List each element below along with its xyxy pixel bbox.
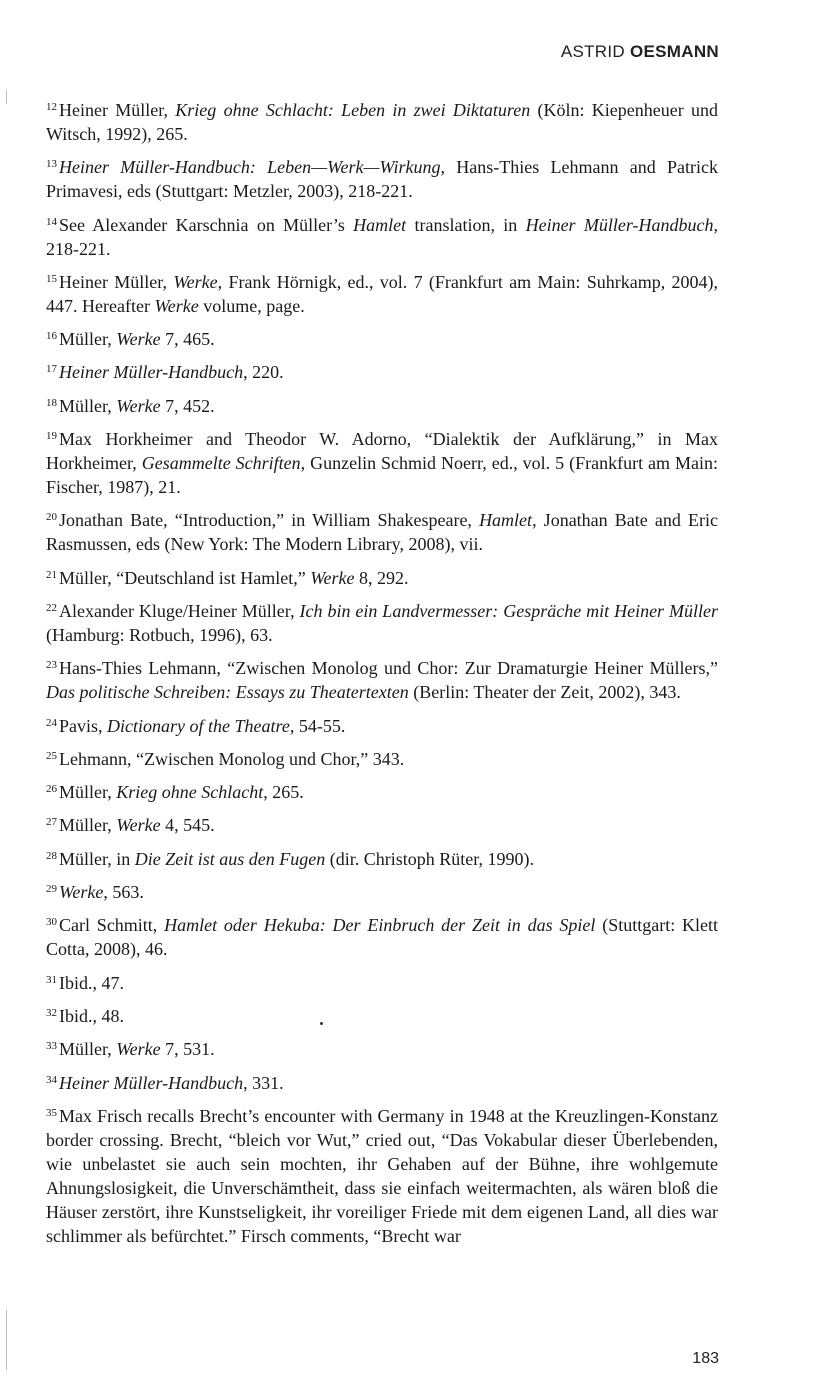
endnote-number: 25 bbox=[46, 749, 57, 762]
endnote-text: Max Horkheimer and Theodor W. Adorno, “Dialektik der Aufklärung,” in Max Horkheimer, Gesammelte Schriften, Gunzelin Schmid Noerr, ed., vol. 5 (Frankfurt am Main: Fischer, 1987), 21. bbox=[46, 429, 718, 498]
endnote-text: Heiner Müller-Handbuch, 220. bbox=[59, 362, 284, 383]
page-number: 183 bbox=[692, 1350, 719, 1367]
endnote-text: Heiner Müller-Handbuch, 331. bbox=[59, 1072, 284, 1093]
endnote-number: 29 bbox=[46, 883, 57, 896]
scan-edge-mark bbox=[6, 1310, 7, 1370]
endnote-number: 27 bbox=[46, 816, 57, 829]
endnote-text: Müller, Werke 7, 531. bbox=[59, 1039, 215, 1060]
endnote-text: Müller, Werke 7, 452. bbox=[59, 395, 215, 416]
endnote-text: Pavis, Dictionary of the Theatre, 54-55. bbox=[59, 715, 346, 736]
endnote-text: Ibid., 47. bbox=[59, 972, 124, 993]
endnote-32 bbox=[46, 1004, 718, 1028]
endnote-text: Ibid., 48. bbox=[59, 1005, 124, 1026]
endnote-18 bbox=[46, 394, 718, 418]
endnote-text: Müller, in Die Zeit ist aus den Fugen (dir. Christoph Rüter, 1990). bbox=[59, 848, 535, 869]
endnote-22 bbox=[46, 599, 718, 647]
endnote-25 bbox=[46, 747, 718, 771]
endnote-17 bbox=[46, 360, 718, 384]
endnote-number: 19 bbox=[46, 430, 57, 443]
endnote-number: 26 bbox=[46, 783, 57, 796]
endnote-number: 16 bbox=[46, 330, 57, 343]
endnote-35 bbox=[46, 1104, 718, 1248]
endnote-26 bbox=[46, 780, 718, 804]
endnote-31 bbox=[46, 971, 718, 995]
endnote-12 bbox=[46, 98, 718, 146]
endnote-text: Hans-Thies Lehmann, “Zwischen Monolog und Chor: Zur Dramaturgie Heiner Müllers,” Das politische Schreiben: Essays zu Theatertexten (Berlin: Theater der Zeit, 2002), 343. bbox=[46, 658, 718, 703]
endnote-text: Werke, 563. bbox=[59, 882, 144, 903]
endnote-text: Max Frisch recalls Brecht’s encounter with Germany in 1948 at the Kreuzlingen-Konstanz border crossing. Brecht, “bleich vor Wut,” cried out, “Das Vokabular dieser Überlebenden, wie unbelastet sie auch sein mochten, ihr Gehaben auf der Bühne, ihre wohlgemute Ahnungslosigkeit, die Unverschämtheit, dass sie einfach weitermachten, als wären bloß die Häuser zerstört, ihre Kunstseligkeit, ihr voreiliger Friede mit dem eigenen Land, all dies war schlimmer als befürchtet.” Firsch comments, “Brecht war bbox=[46, 1105, 718, 1246]
endnote-number: 35 bbox=[46, 1106, 57, 1119]
endnote-number: 13 bbox=[46, 158, 57, 171]
endnote-text: Heiner Müller-Handbuch: Leben—Werk—Wirkung, Hans-Thies Lehmann and Patrick Primavesi, eds (Stuttgart: Metzler, 2003), 218-221. bbox=[46, 157, 718, 202]
endnote-24 bbox=[46, 714, 718, 738]
endnote-number: 33 bbox=[46, 1040, 57, 1053]
endnote-number: 28 bbox=[46, 849, 57, 862]
endnote-21 bbox=[46, 566, 718, 590]
endnote-number: 17 bbox=[46, 363, 57, 376]
endnote-13 bbox=[46, 155, 718, 203]
endnote-number: 23 bbox=[46, 659, 57, 672]
endnote-text: Müller, Krieg ohne Schlacht, 265. bbox=[59, 782, 304, 803]
endnote-text: Carl Schmitt, Hamlet oder Hekuba: Der Einbruch der Zeit in das Spiel (Stuttgart: Klett Cotta, 2008), 46. bbox=[46, 915, 719, 960]
endnote-27 bbox=[46, 813, 718, 837]
endnote-text: Heiner Müller, Werke, Frank Hörnigk, ed., vol. 7 (Frankfurt am Main: Suhrkamp, 2004), 447. Hereafter Werke volume, page. bbox=[46, 271, 718, 316]
endnote-number: 22 bbox=[46, 601, 57, 614]
endnote-number: 32 bbox=[46, 1006, 57, 1019]
endnote-20 bbox=[46, 508, 718, 556]
endnote-text: Alexander Kluge/Heiner Müller, Ich bin ein Landvermesser: Gespräche mit Heiner Müller (Hamburg: Rotbuch, 1996), 63. bbox=[46, 600, 718, 645]
endnote-number: 14 bbox=[46, 215, 57, 228]
endnote-30 bbox=[46, 913, 718, 961]
endnote-28 bbox=[46, 847, 718, 871]
endnote-14 bbox=[46, 213, 718, 261]
endnote-23 bbox=[46, 656, 718, 704]
endnote-number: 21 bbox=[46, 568, 57, 581]
endnote-text: Jonathan Bate, “Introduction,” in William Shakespeare, Hamlet, Jonathan Bate and Eric Rasmussen, eds (New York: The Modern Library, 2008), vii. bbox=[46, 510, 718, 555]
scan-edge-mark bbox=[6, 90, 7, 104]
endnote-number: 24 bbox=[46, 716, 57, 729]
endnote-34 bbox=[46, 1071, 718, 1095]
endnote-number: 20 bbox=[46, 511, 57, 524]
endnote-19 bbox=[46, 427, 718, 499]
endnotes-list bbox=[46, 98, 718, 1257]
endnote-number: 31 bbox=[46, 973, 57, 986]
running-header bbox=[561, 42, 719, 62]
endnote-number: 18 bbox=[46, 396, 57, 409]
endnote-text: Müller, Werke 7, 465. bbox=[59, 329, 215, 350]
header-author-last: OESMANN bbox=[630, 42, 719, 61]
endnote-number: 30 bbox=[46, 916, 57, 929]
endnote-text: Heiner Müller, Krieg ohne Schlacht: Leben in zwei Diktaturen (Köln: Kiepenheuer und Witsch, 1992), 265. bbox=[46, 100, 718, 144]
endnote-number: 12 bbox=[46, 101, 57, 113]
endnote-text: Müller, Werke 4, 545. bbox=[59, 815, 215, 836]
endnote-15 bbox=[46, 270, 718, 318]
endnote-text: Lehmann, “Zwischen Monolog und Chor,” 343. bbox=[59, 748, 405, 769]
endnote-number: 34 bbox=[46, 1073, 57, 1086]
scan-speck bbox=[320, 1022, 323, 1025]
endnote-29 bbox=[46, 880, 718, 904]
endnote-number: 15 bbox=[46, 272, 57, 285]
endnote-text: See Alexander Karschnia on Müller’s Hamlet translation, in Heiner Müller-Handbuch, 218-221. bbox=[46, 214, 718, 259]
endnote-16 bbox=[46, 327, 718, 351]
endnote-text: Müller, “Deutschland ist Hamlet,” Werke 8, 292. bbox=[59, 567, 409, 588]
endnote-33 bbox=[46, 1037, 718, 1061]
header-author-first: ASTRID bbox=[560, 42, 625, 61]
